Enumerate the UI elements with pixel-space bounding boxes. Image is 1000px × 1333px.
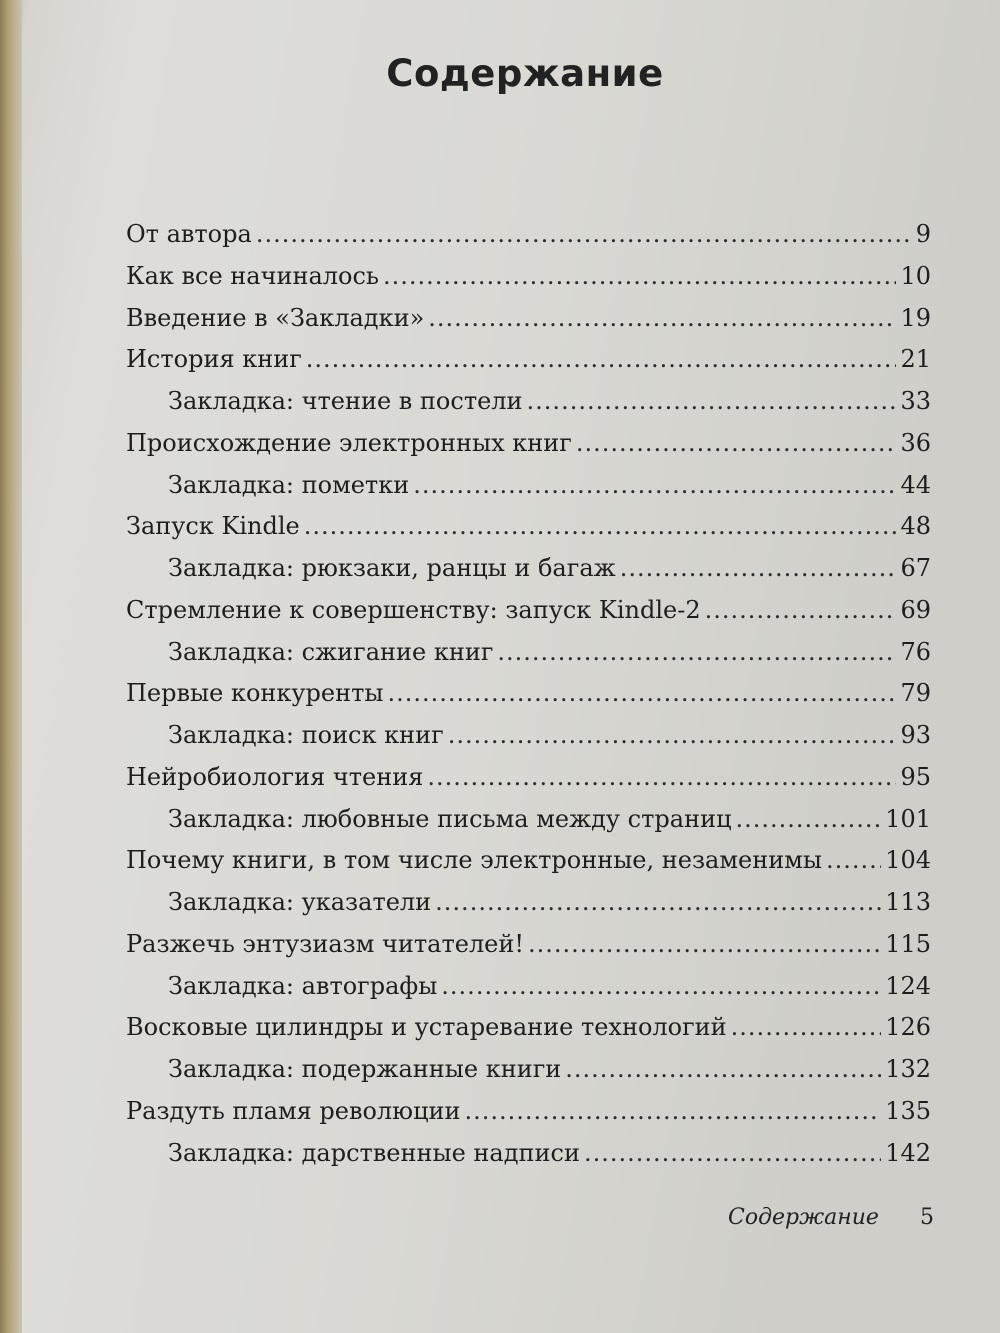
- toc-entry-title: Почему книги, в том числе электронные, незаменимы: [126, 846, 822, 875]
- toc-entry-title: История книг: [126, 345, 302, 374]
- toc-page-number: 93: [900, 721, 931, 749]
- toc-subentry: [126, 888, 931, 930]
- toc-page-number: 132: [885, 1055, 931, 1083]
- toc-entry-title: Закладка: пометки: [168, 470, 410, 499]
- toc-subentry: [126, 972, 931, 1014]
- toc-entry-title: Закладка: чтение в постели: [168, 387, 523, 415]
- dot-leader: [428, 304, 896, 332]
- toc-page-number: 113: [885, 888, 931, 916]
- toc-entry: [126, 596, 931, 638]
- toc-page-number: 95: [900, 762, 931, 791]
- toc-page-number: 33: [900, 387, 931, 415]
- toc-entry-title: Раздуть пламя революции: [126, 1096, 461, 1125]
- book-spine-edge: [0, 0, 22, 1333]
- toc-entry-title: Закладка: подержанные книги: [168, 1055, 562, 1083]
- toc-entry: [126, 345, 931, 387]
- dot-leader: [427, 763, 896, 791]
- dot-leader: [435, 888, 881, 916]
- toc-page-number: 101: [885, 804, 931, 833]
- toc-subentry: [126, 471, 931, 513]
- toc-entry-title: Закладка: дарственные надписи: [168, 1138, 580, 1167]
- toc-entry: [126, 763, 931, 805]
- toc-page-number: 79: [900, 679, 931, 708]
- dot-leader: [584, 1139, 881, 1167]
- toc-page-number: 19: [900, 303, 931, 332]
- toc-entry: [126, 679, 931, 721]
- dot-leader: [497, 638, 896, 666]
- toc-entry-title: Закладка: поиск книг: [168, 721, 444, 749]
- toc-subentry: [126, 387, 931, 429]
- toc-entry-title: Введение в «Закладки»: [126, 303, 425, 332]
- dot-leader: [736, 805, 882, 833]
- toc-entry: [126, 1013, 931, 1055]
- toc-entry-title: Происхождение электронных книг: [126, 428, 572, 457]
- dot-leader: [826, 846, 881, 874]
- toc-entry: [126, 512, 931, 554]
- toc-subentry: [126, 638, 931, 680]
- dot-leader: [304, 512, 897, 540]
- table-of-contents: [126, 220, 931, 1180]
- dot-leader: [527, 387, 897, 415]
- toc-page-number: 48: [900, 512, 931, 541]
- dot-leader: [465, 1097, 882, 1125]
- running-footer-title: Содержание: [728, 1205, 879, 1230]
- toc-entry: [126, 262, 931, 304]
- toc-page-number: 124: [885, 971, 931, 1000]
- dot-leader: [576, 429, 897, 457]
- toc-page-number: 104: [885, 846, 931, 875]
- toc-entry-title: Первые конкуренты: [126, 679, 384, 708]
- toc-page-number: 10: [900, 261, 931, 290]
- dot-leader: [413, 471, 896, 499]
- toc-page-number: 67: [900, 554, 931, 582]
- toc-page-number: 126: [885, 1013, 931, 1042]
- dot-leader: [731, 1013, 882, 1041]
- toc-subentry: [126, 805, 931, 847]
- toc-entry-title: Восковые цилиндры и устаревание технологий: [126, 1013, 727, 1042]
- dot-leader: [448, 721, 897, 749]
- page-title: Содержание: [386, 52, 664, 95]
- toc-entry-title: От автора: [126, 220, 252, 248]
- toc-entry-title: Как все начиналось: [126, 261, 379, 290]
- toc-page-number: 36: [900, 428, 931, 457]
- toc-entry: [126, 304, 931, 346]
- toc-page-number: 9: [915, 220, 931, 248]
- toc-entry: [126, 429, 931, 471]
- toc-entry-title: Стремление к совершенству: запуск Kindle-2: [126, 595, 701, 624]
- dot-leader: [441, 972, 881, 1000]
- dot-leader: [620, 554, 897, 582]
- toc-page-number: 142: [885, 1138, 931, 1167]
- toc-entry-title: Закладка: рюкзаки, ранцы и багаж: [168, 554, 616, 582]
- toc-entry-title: Закладка: автографы: [168, 971, 438, 1000]
- toc-subentry: [126, 554, 931, 596]
- dot-leader: [383, 262, 896, 290]
- toc-page-number: 69: [900, 595, 931, 624]
- toc-page-number: 44: [900, 470, 931, 499]
- toc-entry: [126, 846, 931, 888]
- toc-entry-title: Закладка: сжигание книг: [168, 637, 494, 666]
- dot-leader: [705, 596, 897, 624]
- toc-page-number: 21: [900, 345, 931, 374]
- dot-leader: [387, 679, 896, 707]
- toc-subentry: [126, 721, 931, 763]
- toc-page-number: 135: [885, 1096, 931, 1125]
- page-number: 5: [920, 1205, 934, 1230]
- toc-entry-title: Закладка: указатели: [168, 888, 432, 916]
- dot-leader: [306, 345, 897, 373]
- toc-subentry: [126, 1139, 931, 1181]
- toc-page-number: 115: [885, 929, 931, 958]
- dot-leader: [565, 1055, 881, 1083]
- toc-entry-title: Разжечь энтузиазм читателей!: [126, 929, 525, 958]
- toc-entry: [126, 220, 931, 262]
- toc-subentry: [126, 1055, 931, 1097]
- toc-entry-title: Запуск Kindle: [126, 512, 300, 541]
- toc-page-number: 76: [900, 637, 931, 666]
- page-footer: [0, 1205, 1000, 1235]
- dot-leader: [528, 930, 881, 958]
- toc-entry: [126, 930, 931, 972]
- dot-leader: [256, 220, 912, 248]
- toc-entry-title: Нейробиология чтения: [126, 762, 424, 791]
- toc-entry-title: Закладка: любовные письма между страниц: [168, 804, 732, 833]
- toc-entry: [126, 1097, 931, 1139]
